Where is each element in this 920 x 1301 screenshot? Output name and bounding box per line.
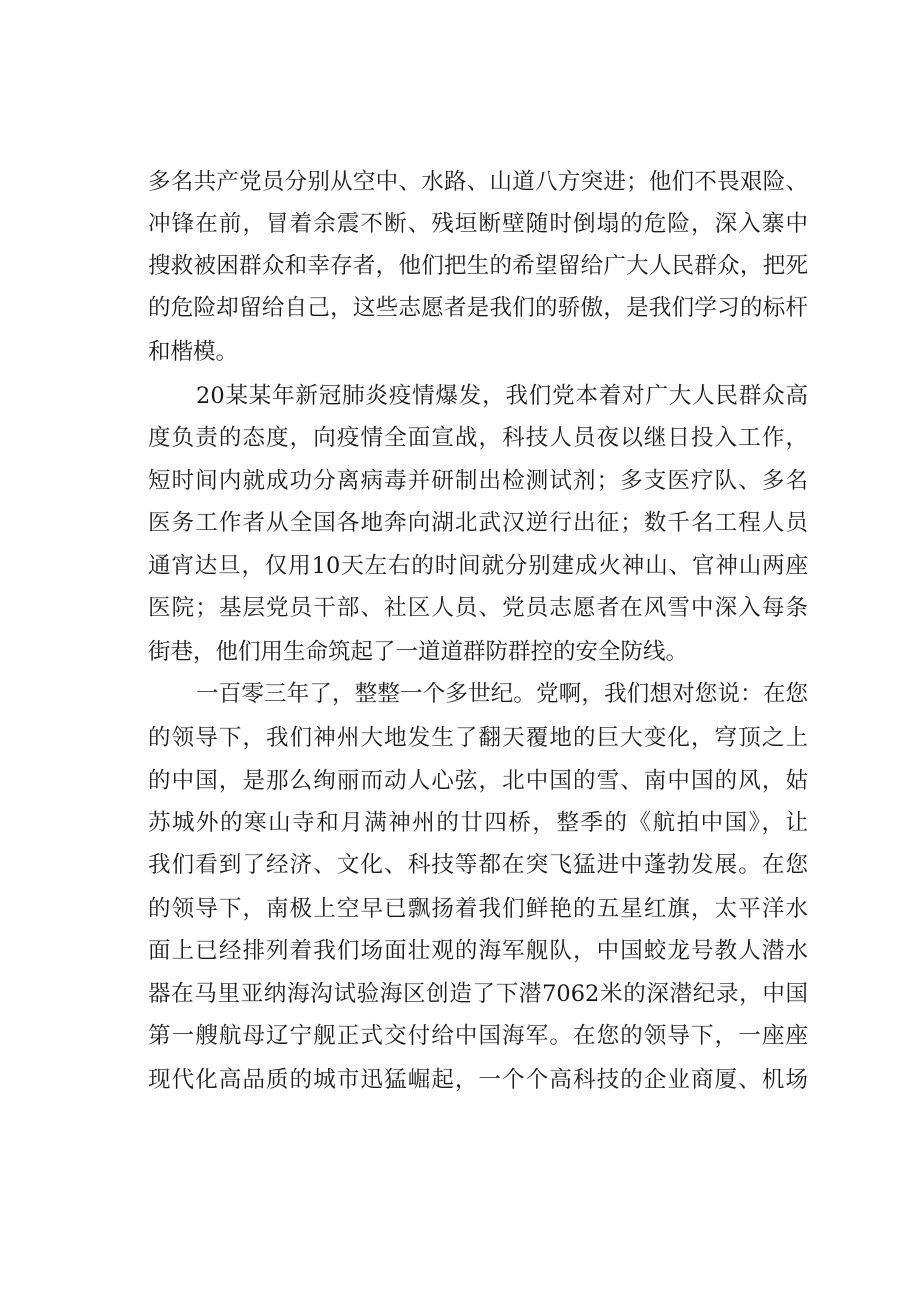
text-line: 和楷模。 bbox=[148, 339, 239, 365]
text-line: 20某某年新冠肺炎疫情爆发，我们党本着对广大人民群众高 bbox=[196, 383, 808, 409]
text-line: 的中国，是那么绚丽而动人心弦，北中国的雪、南中国的风，姑 bbox=[148, 768, 808, 794]
text-line: 的领导下，我们神州大地发生了翻天覆地的巨大变化，穹顶之上 bbox=[148, 725, 808, 751]
text-line: 一百零三年了，整整一个多世纪。党啊，我们想对您说：在您 bbox=[196, 681, 808, 707]
text-line: 的危险却留给自己，这些志愿者是我们的骄傲，是我们学习的标杆 bbox=[148, 295, 808, 321]
text-line: 冲锋在前，冒着余震不断、残垣断壁随时倒塌的危险，深入寨中 bbox=[148, 211, 808, 237]
text-line: 我们看到了经济、文化、科技等都在突飞猛进中蓬勃发展。在您 bbox=[148, 852, 808, 878]
text-line: 第一艘航母辽宁舰正式交付给中国海军。在您的领导下，一座座 bbox=[148, 1023, 808, 1049]
text-line: 度负责的态度，向疫情全面宣战，科技人员夜以继日投入工作， bbox=[148, 425, 808, 451]
text-line: 多名共产党员分别从空中、水路、山道八方突进；他们不畏艰险、 bbox=[148, 169, 808, 195]
text-line: 的领导下，南极上空早已飘扬着我们鲜艳的五星红旗，太平洋水 bbox=[148, 896, 808, 922]
text-line: 面上已经排列着我们场面壮观的海军舰队，中国蛟龙号教人潜水 bbox=[148, 938, 808, 964]
text-line: 搜救被困群众和幸存者，他们把生的希望留给广大人民群众，把死 bbox=[148, 253, 808, 279]
text-line: 通宵达旦，仅用10天左右的时间就分别建成火神山、官神山两座 bbox=[148, 553, 808, 579]
text-line: 苏城外的寒山寺和月满神州的廿四桥，整季的《航拍中国》，让 bbox=[148, 810, 808, 836]
text-line: 街巷，他们用生命筑起了一道道群防群控的安全防线。 bbox=[148, 639, 689, 665]
text-line: 医院；基层党员干部、社区人员、党员志愿者在风雪中深入每条 bbox=[148, 595, 808, 621]
text-line: 器在马里亚纳海沟试验海区创造了下潜7062米的深潜纪录，中国 bbox=[148, 981, 808, 1007]
text-line: 短时间内就成功分离病毒并研制出检测试剂；多支医疗队、多名 bbox=[148, 468, 808, 494]
text-line: 现代化高品质的城市迅猛崛起，一个个高科技的企业商厦、机场 bbox=[148, 1067, 808, 1093]
text-line: 医务工作者从全国各地奔向湖北武汉逆行出征；数千名工程人员 bbox=[148, 510, 808, 536]
